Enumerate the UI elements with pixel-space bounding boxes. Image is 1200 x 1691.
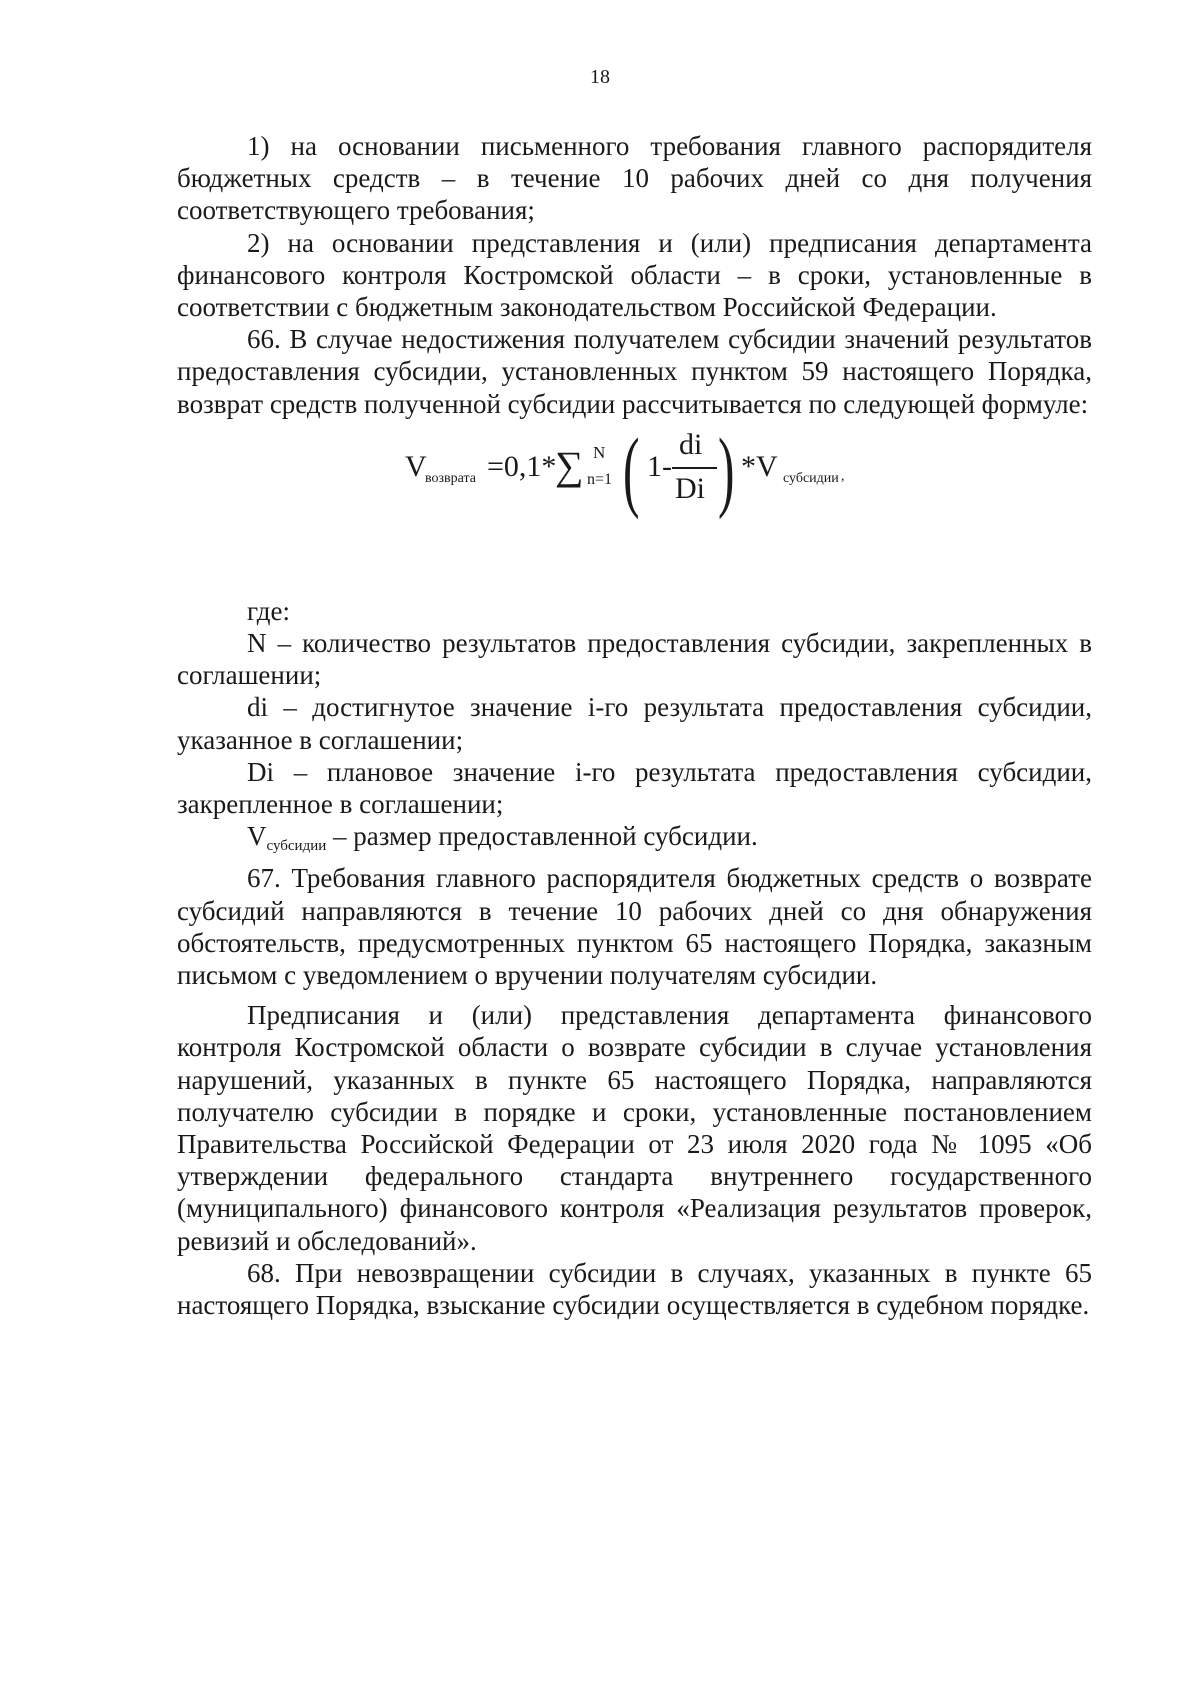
v-symbol: V <box>247 821 267 852</box>
fraction-denominator: Di <box>675 471 705 505</box>
formula-v-subscript: возврата <box>425 470 477 486</box>
left-paren: ( <box>623 420 640 520</box>
formula-block <box>177 420 1092 595</box>
sum-upper-limit: N <box>593 442 606 462</box>
fraction-line <box>672 467 717 469</box>
paragraph-68: 68. При невозвращении субсидии в случаях, указанных в пункте 65 настоящего Порядка, взыскание субсидии осуществляется в судебном порядке. <box>177 1257 1092 1321</box>
formula-coefficient: =0,1* <box>487 449 557 483</box>
paragraph-66: 66. В случае недостижения получателем субсидии значений результатов предоставления субсидии, установленных пунктом 59 настоящего Порядка, возврат средств полученной субсидии рассчитывается по следующей формуле: <box>177 324 1092 419</box>
document-body <box>177 130 1092 1321</box>
page-number: 18 <box>590 66 610 88</box>
formula-v: V <box>405 449 427 483</box>
formula-times-v: *V <box>741 449 778 483</box>
definition-Di: Di – плановое значение i-го результата предоставления субсидии, закрепленное в соглашении; <box>177 756 1092 820</box>
fraction-numerator: di <box>679 427 703 461</box>
paragraph-67: 67. Требования главного распорядителя бюджетных средств о возврате субсидий направляются в течение 10 рабочих дней со дня обнаружения обстоятельств, предусмотренных пунктом 65 настоящего Порядка, заказным письмом с уведомлением о вручении получателям субсидии. <box>177 863 1092 991</box>
formula-result-subscript: субсидии <box>783 470 839 486</box>
v-definition-text: – размер предоставленной субсидии. <box>326 821 758 852</box>
where-label: где: <box>247 595 290 626</box>
paragraph-prescriptions: Предписания и (или) представления департамента финансового контроля Костромской области о возврате субсидии в случае установления нарушений, указанных в пункте 65 настоящего Порядка, направляются получателю субсидии в порядке и сроки, установленные постановлением Правительства Российской Федерации от 23 июля 2020 года № 1095 «Об утверждении федерального стандарта внутреннего государственного (муниципального) финансового контроля «Реализация результатов проверок, ревизий и обследований». <box>177 1000 1092 1256</box>
definition-v-subsidy <box>177 820 1092 862</box>
paragraph-item-2: 2) на основании представления и (или) предписания департамента финансового контроля Костромской области – в сроки, установленные в соответствии с бюджетным законодательством Российской Федерации. <box>177 227 1092 323</box>
formula-trailing-comma: , <box>841 468 845 484</box>
right-paren: ) <box>718 420 735 520</box>
definition-di: di – достигнутое значение i-го результата предоставления субсидии, указанное в соглашении; <box>177 692 1092 755</box>
v-subscript: субсидии <box>266 838 327 855</box>
definition-n: N – количество результатов предоставления субсидии, закрепленных в соглашении; <box>177 628 1092 691</box>
sigma-icon: ∑ <box>555 442 584 488</box>
sum-lower-limit: n=1 <box>587 470 613 488</box>
paragraph-item-1: 1) на основании письменного требования главного распорядителя бюджетных средств – в течение 10 рабочих дней со дня получения соответствующего требования; <box>177 131 1092 226</box>
formula-one-minus: 1- <box>647 449 672 483</box>
